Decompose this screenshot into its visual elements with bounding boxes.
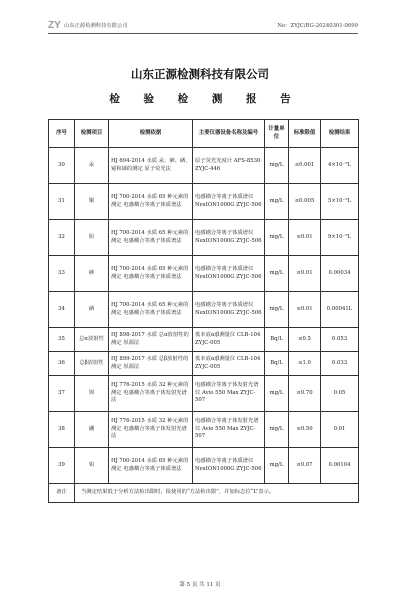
cell-instrument: 电感耦合等离子体发射光谱仪 Avio 550 Max ZYJC-507: [193, 376, 265, 412]
page-header: [48, 20, 358, 32]
cell-unit: mg/L: [265, 376, 289, 412]
cell-item: 钼: [75, 448, 109, 484]
cell-unit: mg/L: [265, 220, 289, 256]
cell-unit: mg/L: [265, 256, 289, 292]
cell-standard: ≤0.50: [289, 412, 321, 448]
header-seq: 序号: [49, 120, 75, 148]
table-header-row: [49, 120, 359, 148]
cell-seq: 36: [49, 352, 75, 376]
header-basis: 检测依据: [109, 120, 193, 148]
cell-result: 0.05: [321, 376, 359, 412]
cell-result: 0.053: [321, 328, 359, 352]
cell-item: 铅: [75, 220, 109, 256]
cell-instrument: 低本底α/β测量仪 CLB-104 ZYJC-005: [193, 352, 265, 376]
cell-result: 0.00104: [321, 448, 359, 484]
cell-item: 硼: [75, 412, 109, 448]
cell-basis: HJ 700-2014 水质 65 种元素的测定 电感耦合等离子体质谱法: [109, 256, 193, 292]
cell-standard: ≤0.01: [289, 256, 321, 292]
cell-standard: ≤0.5: [289, 328, 321, 352]
results-table: [48, 119, 359, 503]
table-row: [49, 376, 359, 412]
header-company-name: 山东正源检测科技有限公司: [64, 23, 128, 29]
cell-result: 0.033: [321, 352, 359, 376]
cell-instrument: 电感耦合等离子体质谱仪 NexION1000G ZYJC-506: [193, 448, 265, 484]
cell-item: 铜: [75, 184, 109, 220]
cell-seq: 33: [49, 256, 75, 292]
cell-result: 4×10⁻⁵L: [321, 148, 359, 184]
header-item: 检测项目: [75, 120, 109, 148]
cell-result: 5×10⁻⁵L: [321, 184, 359, 220]
cell-instrument: 电感耦合等离子体发射光谱仪 Avio 550 Max ZYJC-507: [193, 412, 265, 448]
table-row: [49, 352, 359, 376]
header-divider: [48, 33, 358, 34]
svg-text:ZY: ZY: [48, 20, 61, 30]
page-number: 第 5 页 共 11 页: [179, 582, 221, 588]
cell-seq: 31: [49, 184, 75, 220]
cell-seq: 39: [49, 448, 75, 484]
cell-instrument: 电感耦合等离子体质谱仪 NexION1000G ZYJC-506: [193, 256, 265, 292]
header-standard: 标准限值: [289, 120, 321, 148]
header-instrument: 主要仪器设备名称及编号: [193, 120, 265, 148]
cell-instrument: 原子荧光光度计 AFS-8530 ZYJC-446: [193, 148, 265, 184]
cell-item: 硒: [75, 292, 109, 328]
cell-item: 总β放射性: [75, 352, 109, 376]
cell-result: 0.01: [321, 412, 359, 448]
cell-unit: mg/L: [265, 148, 289, 184]
remark-row: [49, 484, 359, 503]
cell-unit: Bq/L: [265, 352, 289, 376]
cell-item: 砷: [75, 256, 109, 292]
cell-standard: ≤0.01: [289, 292, 321, 328]
remark-label: 备注: [49, 484, 75, 503]
cell-standard: ≤0.07: [289, 448, 321, 484]
cell-unit: Bq/L: [265, 328, 289, 352]
company-logo-icon: [48, 18, 62, 30]
cell-seq: 37: [49, 376, 75, 412]
cell-basis: HJ 776-2015 水质 32 种元素的测定 电感耦合等离子体发射光谱法: [109, 376, 193, 412]
cell-seq: 34: [49, 292, 75, 328]
cell-seq: 30: [49, 148, 75, 184]
table-row: [49, 328, 359, 352]
report-title: 检 验 检 测 报 告: [109, 93, 301, 105]
table-row: [49, 292, 359, 328]
remark-text: 当测定结果低于分析方法检出限时，报使用的“方法检出限”，并加标志位“L”表示。: [75, 484, 359, 503]
cell-basis: HJ 700-2014 水质 65 种元素的测定 电感耦合等离子体质谱法: [109, 184, 193, 220]
cell-seq: 35: [49, 328, 75, 352]
table-row: [49, 220, 359, 256]
cell-result: 9×10⁻⁵L: [321, 220, 359, 256]
cell-unit: mg/L: [265, 412, 289, 448]
cell-unit: mg/L: [265, 184, 289, 220]
cell-basis: HJ 700-2014 水质 65 种元素的测定 电感耦合等离子体质谱法: [109, 448, 193, 484]
cell-seq: 32: [49, 220, 75, 256]
company-title: 山东正源检测科技有限公司: [131, 67, 269, 81]
cell-basis: HJ 694-2014 水质 汞、砷、硒、铋和锑的测定 原子荧光法: [109, 148, 193, 184]
cell-instrument: 电感耦合等离子体质谱仪 NexION1000G ZYJC-506: [193, 292, 265, 328]
table-row: [49, 448, 359, 484]
cell-seq: 38: [49, 412, 75, 448]
header-unit: 计量单位: [265, 120, 289, 148]
header-result: 检测结果: [321, 120, 359, 148]
cell-basis: HJ 776-2015 水质 32 种元素的测定 电感耦合等离子体发射光谱法: [109, 412, 193, 448]
cell-unit: mg/L: [265, 448, 289, 484]
cell-basis: HJ 700-2014 水质 65 种元素的测定 电感耦合等离子体质谱法: [109, 292, 193, 328]
cell-standard: ≤1.0: [289, 352, 321, 376]
cell-result: 0.00034: [321, 256, 359, 292]
table-row: [49, 256, 359, 292]
table-row: [49, 184, 359, 220]
cell-standard: ≤0.70: [289, 376, 321, 412]
table-row: [49, 412, 359, 448]
cell-item: 汞: [75, 148, 109, 184]
cell-unit: mg/L: [265, 292, 289, 328]
cell-basis: HJ 898-2017 水质 总α放射性的测定 厚源法: [109, 328, 193, 352]
cell-basis: HJ 700-2014 水质 65 种元素的测定 电感耦合等离子体质谱法: [109, 220, 193, 256]
cell-instrument: 电感耦合等离子体质谱仪 NexION1000G ZYJC-506: [193, 184, 265, 220]
cell-standard: ≤0.01: [289, 220, 321, 256]
cell-item: 钡: [75, 376, 109, 412]
cell-result: 0.00041L: [321, 292, 359, 328]
cell-basis: HJ 899-2017 水质 总β放射性的测定 厚源法: [109, 352, 193, 376]
cell-item: 总α放射性: [75, 328, 109, 352]
cell-standard: ≤0.001: [289, 148, 321, 184]
report-number: No：ZYJC/BG-20240301-0699: [277, 23, 358, 29]
cell-instrument: 低本底α/β测量仪 CLB-104 ZYJC-005: [193, 328, 265, 352]
cell-instrument: 电感耦合等离子体质谱仪 NexION1000G ZYJC-506: [193, 220, 265, 256]
cell-standard: ≤0.005: [289, 184, 321, 220]
table-row: [49, 148, 359, 184]
